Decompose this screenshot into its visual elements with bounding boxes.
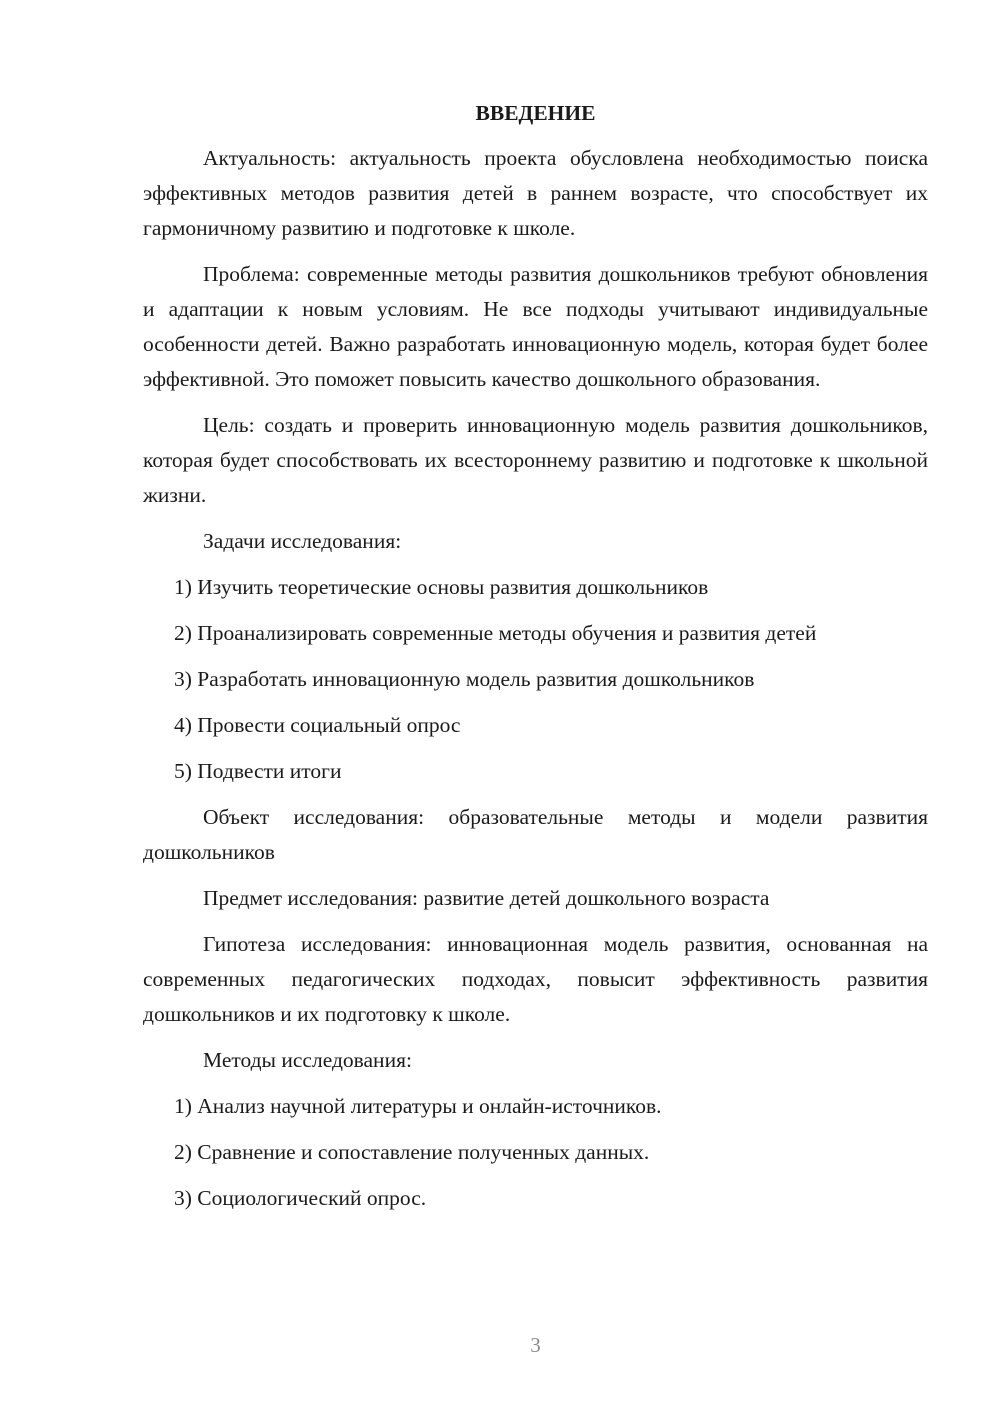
list-item: 1) Изучить теоретические основы развития дошкольников xyxy=(174,575,709,599)
methods-heading: Методы исследования: xyxy=(203,1048,412,1072)
hypothesis-paragraph: Гипотеза исследования: инновационная модель развития, основанная на современных педагогических подходах, повысит эффективность развития дошкольников и их подготовку к школе. xyxy=(143,932,928,1026)
list-item: 3) Разработать инновационную модель развития дошкольников xyxy=(174,667,755,691)
tasks-heading: Задачи исследования: xyxy=(203,529,402,553)
list-item: 3) Социологический опрос. xyxy=(174,1186,427,1210)
list-item: 1) Анализ научной литературы и онлайн-источников. xyxy=(174,1094,662,1118)
list-item: 2) Сравнение и сопоставление полученных данных. xyxy=(174,1140,650,1164)
methods-list xyxy=(143,1089,928,1216)
relevance-paragraph: Актуальность: актуальность проекта обусловлена необходимостью поиска эффективных методов развития детей в раннем возрасте, что способствует их гармоничному развитию и подготовке к школе. xyxy=(143,146,928,240)
problem-paragraph: Проблема: современные методы развития дошкольников требуют обновления и адаптации к новым условиям. Не все подходы учитывают индивидуальные особенности детей. Важно разработать инновационную модель, которая будет более эффективной. Это поможет повысить качество дошкольного образования. xyxy=(143,262,928,391)
page-number: 3 xyxy=(530,1333,541,1357)
list-item: 5) Подвести итоги xyxy=(174,759,342,783)
subject-paragraph: Предмет исследования: развитие детей дошкольного возраста xyxy=(203,886,770,910)
list-item: 2) Проанализировать современные методы обучения и развития детей xyxy=(174,621,817,645)
section-title: ВВЕДЕНИЕ xyxy=(475,101,596,125)
tasks-list xyxy=(143,570,928,789)
object-paragraph: Объект исследования: образовательные методы и модели развития дошкольников xyxy=(143,805,928,864)
document-page xyxy=(143,96,928,1227)
goal-paragraph: Цель: создать и проверить инновационную модель развития дошкольников, которая будет способствовать их всестороннему развитию и подготовке к школьной жизни. xyxy=(143,413,928,507)
list-item: 4) Провести социальный опрос xyxy=(174,713,461,737)
